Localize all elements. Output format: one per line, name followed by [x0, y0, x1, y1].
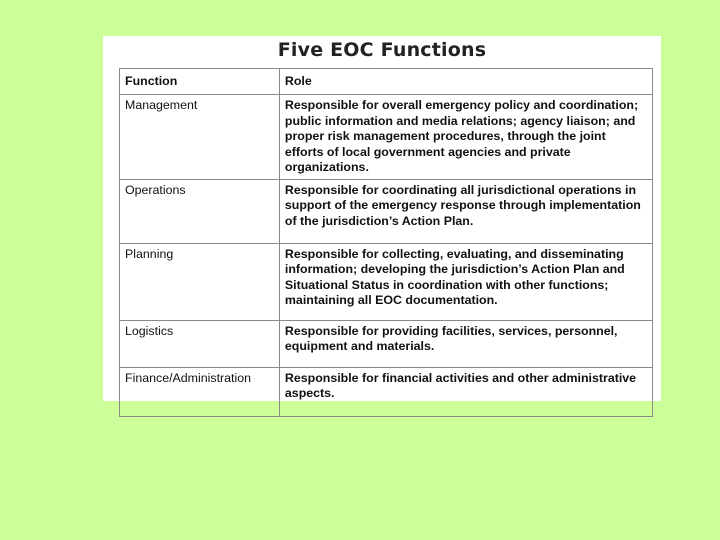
table-row — [120, 179, 653, 243]
role-cell: Responsible for overall emergency policy and coordination; public information and media relations; agency liaison; and proper risk management procedures, through the joint efforts of local government agencies and private organizations. — [279, 95, 652, 180]
slide-title: Five EOC Functions — [277, 39, 487, 61]
slide-panel — [103, 36, 661, 401]
table-row — [120, 320, 653, 367]
function-cell: Management — [120, 95, 280, 180]
eoc-functions-table — [119, 68, 653, 417]
header-function: Function — [120, 69, 280, 95]
table-row — [120, 243, 653, 320]
role-cell: Responsible for providing facilities, services, personnel, equipment and materials. — [279, 320, 652, 367]
function-cell: Finance/Administration — [120, 367, 280, 416]
table-header-row — [120, 69, 653, 95]
table-row — [120, 367, 653, 416]
function-cell: Logistics — [120, 320, 280, 367]
table-row — [120, 95, 653, 180]
role-cell: Responsible for collecting, evaluating, and disseminating information; developing the jurisdiction’s Action Plan and Situational Status in coordination with other functions; maintaining all EOC documentation. — [279, 243, 652, 320]
function-cell: Operations — [120, 179, 280, 243]
header-role: Role — [279, 69, 652, 95]
role-cell: Responsible for coordinating all jurisdictional operations in support of the emergency response through implementation of the jurisdiction’s Action Plan. — [279, 179, 652, 243]
role-cell: Responsible for financial activities and other administrative aspects. — [279, 367, 652, 416]
function-cell: Planning — [120, 243, 280, 320]
